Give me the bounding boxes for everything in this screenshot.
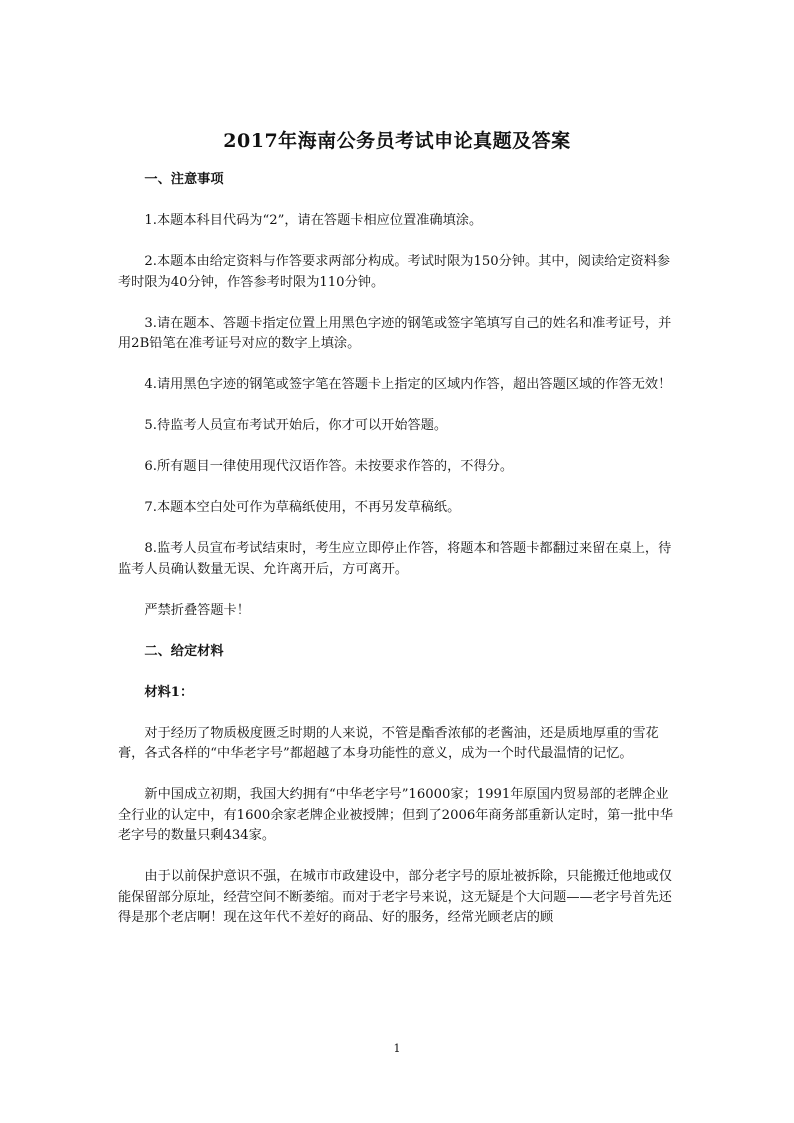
document-body: [118, 170, 678, 949]
material-heading: 材料1：: [144, 684, 194, 700]
note-paragraph: 3.请在题本、答题卡指定位置上用黑色字迹的钢笔或签字笔填写自己的姓名和准考证号，并用2B铅笔在准考证号对应的数字上填涂。: [118, 315, 672, 351]
material-paragraph: 由于以前保护意识不强，在城市市政建设中，部分老字号的原址被拆除，只能搬迁他地或仅能保留部分原址，经营空间不断萎缩。而对于老字号来说，这无疑是个大问题——老字号首先还得是那个老店啊！现在这年代不差好的商品、好的服务，经常光顾老店的顾: [118, 869, 672, 925]
note-paragraph: 4.请用黑色字迹的钢笔或签字笔在答题卡上指定的区域内作答，超出答题区域的作答无效！: [144, 377, 672, 392]
document-title: 2017年海南公务员考试申论真题及答案: [223, 130, 571, 152]
note-paragraph: 2.本题本由给定资料与作答要求两部分构成。考试时限为150分钟。其中，阅读给定资料参考时限为40分钟，作答参考时限为110分钟。: [118, 254, 671, 290]
page-number: 1: [393, 1042, 401, 1055]
note-paragraph: 8.监考人员宣布考试结束时，考生应立即停止作答，将题本和答题卡都翻过来留在桌上，待监考人员确认数量无误、允许离开后，方可离开。: [118, 541, 672, 577]
section-heading-notes: 一、注意事项: [144, 172, 224, 187]
note-paragraph: 1.本题本科目代码为“2”，请在答题卡相应位置准确填涂。: [144, 213, 483, 228]
material-paragraph: 新中国成立初期，我国大约拥有“中华老字号”16000家；1991年原国内贸易部的老牌企业全行业的认定中，有1600余家老牌企业被授牌；但到了2006年商务部重新认定时，第一批中华老字号的数量只剩434家。: [118, 787, 674, 843]
note-paragraph: 5.待监考人员宣布考试开始后，你才可以开始答题。: [144, 418, 448, 433]
warning-text: 严禁折叠答题卡！: [144, 602, 250, 618]
note-paragraph: 7.本题本空白处可作为草稿纸使用，不再另发草稿纸。: [144, 500, 461, 515]
section-heading-materials: 二、给定材料: [144, 643, 224, 659]
material-paragraph: 对于经历了物质极度匮乏时期的人来说，不管是酯香浓郁的老酱油，还是质地厚重的雪花膏，各式各样的“中华老字号”都超越了本身功能性的意义，成为一个时代最温情的记忆。: [118, 725, 659, 761]
note-paragraph: 6.所有题目一律使用现代汉语作答。未按要求作答的，不得分。: [144, 459, 514, 474]
